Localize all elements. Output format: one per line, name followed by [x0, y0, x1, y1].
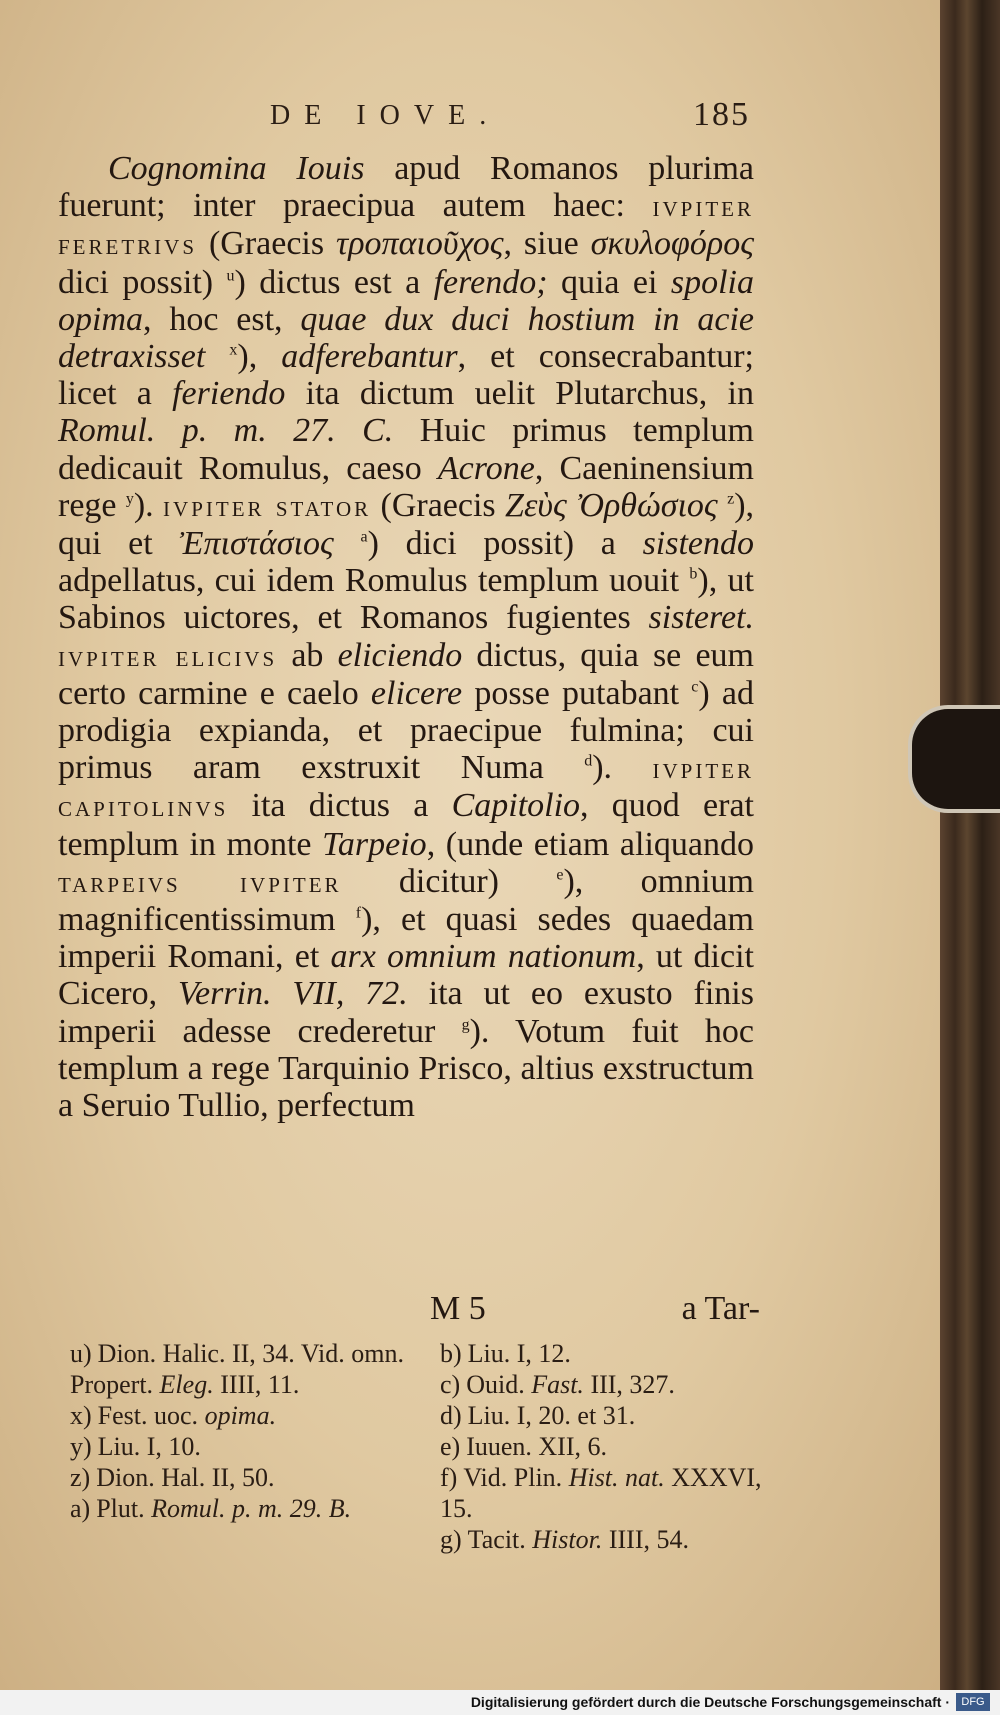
footnote-label: x)	[70, 1401, 92, 1430]
footnote-label: a)	[70, 1494, 91, 1523]
text-run: ita ut eo exusto finis imperii adesse crederetur	[58, 975, 754, 1050]
footnote-label: y)	[70, 1432, 92, 1461]
footnote-text: Hist. nat.	[568, 1463, 665, 1492]
text-run: dictus, quia se eum certo carmine e caelo	[58, 636, 754, 712]
text-run: ab	[277, 636, 338, 674]
text-run: arx omnium nationum	[330, 938, 637, 976]
footnote-text: Liu. I, 10.	[97, 1432, 201, 1461]
footnote-text: Fest. uoc.	[97, 1401, 205, 1430]
footnote-text: Liu. I, 12.	[467, 1339, 571, 1368]
text-run: ferendo;	[433, 263, 548, 301]
text-run: sistendo	[642, 525, 755, 563]
text-run: dici possit)	[58, 263, 227, 301]
text-run: ), omnium magnificentissimum	[58, 862, 755, 939]
footnote-text: Iuuen. XII, 6.	[466, 1432, 607, 1461]
text-run: Acrone	[437, 449, 535, 487]
dfg-logo: DFG	[956, 1693, 990, 1711]
text-run: Cognomina Iouis	[108, 150, 365, 187]
text-run: adpellatus, cui idem Romulus templum uouit	[58, 562, 690, 600]
text-run	[718, 487, 727, 524]
catchword: a Tar-	[681, 1290, 760, 1327]
footnote-label: g)	[440, 1525, 462, 1554]
footnote-text: Fast.	[531, 1370, 584, 1399]
footnote-text: Plut.	[96, 1494, 152, 1523]
text-run: , (unde etiam aliquando	[426, 825, 754, 863]
footnote-label: c)	[440, 1370, 461, 1399]
text-run: ),	[237, 338, 282, 376]
footnote-ref: f	[355, 904, 362, 922]
text-run: ).	[592, 749, 653, 787]
main-paragraph	[58, 150, 754, 1124]
text-run: σκυλοφόρος	[590, 225, 754, 263]
footnote	[440, 1524, 770, 1555]
text-run: Huic primus templum dedicauit Romulus, caeso	[58, 412, 754, 487]
footnote-label: z)	[70, 1463, 91, 1492]
text-run: , hoc est,	[143, 300, 301, 338]
text-run: sisteret.	[648, 599, 754, 637]
text-run: feriendo	[172, 375, 286, 413]
footnote	[440, 1369, 770, 1400]
footnote-text: Ouid.	[466, 1370, 532, 1399]
text-run: Tarpeio	[322, 825, 427, 863]
text-run: spolia opima	[58, 263, 754, 338]
text-run: elicere	[370, 674, 463, 712]
text-run: Verrin. VII, 72.	[178, 975, 408, 1013]
footnote-label: e)	[440, 1432, 461, 1461]
text-run: ), et quasi sedes quaedam imperii Romani, et	[58, 901, 754, 976]
footnote-ref: u	[226, 267, 235, 285]
text-run: , siue	[503, 225, 591, 263]
footnote-text: Dion. Halic. II, 34. Vid. omn. Propert.	[70, 1339, 404, 1399]
footnote-text: Tacit.	[467, 1525, 533, 1554]
footnote	[440, 1338, 770, 1369]
text-run: ) dici possit) a	[367, 525, 643, 563]
footnote	[70, 1338, 430, 1400]
digitization-footer	[0, 1690, 1000, 1715]
footnote-ref: y	[125, 490, 134, 508]
footnote-text: Dion. Hal. II, 50.	[96, 1463, 275, 1492]
footnote-ref: x	[229, 341, 238, 359]
footnote-text: Eleg.	[159, 1370, 214, 1399]
text-run: , et consecrabantur; licet a	[58, 338, 754, 413]
footnotes-left	[70, 1338, 430, 1524]
funding-notice: Digitalisierung gefördert durch die Deutsche Forschungsgemeinschaft ·	[470, 1694, 950, 1710]
text-run: ) ad prodigia expianda, et praecipue fulmina; cui primus aram exstruxit Numa	[58, 674, 754, 787]
footnote-label: f)	[440, 1463, 458, 1492]
text-run: ivpiter stator	[163, 489, 372, 523]
text-run: Ζεὺς Ὀρθώσιος	[505, 486, 718, 524]
text-run: ). Votum fuit hoc templum a rege Tarquinio Prisco, altius exstructum a Seruio Tullio, perfectum	[58, 1012, 754, 1125]
running-title: DE IOVE.	[270, 100, 501, 131]
text-run: dicitur)	[341, 862, 557, 900]
footnotes-right	[440, 1338, 770, 1555]
footnote-ref: z	[727, 490, 735, 508]
footnote-text: IIII, 11.	[213, 1370, 300, 1399]
footnote	[70, 1400, 430, 1431]
text-run: apud Romanos plurima fuerunt; inter praecipua autem haec:	[58, 150, 754, 225]
text-run: quae dux duci hostium in acie detraxisset	[58, 300, 754, 376]
page-number: 185	[693, 96, 750, 133]
footnote-text: Vid. Plin.	[463, 1463, 569, 1492]
footnote-text: IIII, 54.	[602, 1525, 689, 1554]
text-run: Ἐπιστάσιος	[179, 525, 334, 563]
footnote-ref: d	[584, 752, 593, 770]
text-run: quia ei	[547, 263, 671, 301]
running-header	[270, 96, 750, 136]
footnote-ref: c	[691, 678, 699, 696]
footnote-ref: g	[461, 1016, 470, 1034]
text-run: , ut dicit Cicero,	[58, 938, 754, 1013]
signature-line	[430, 1290, 760, 1330]
footnote-ref: e	[556, 866, 564, 884]
text-run: , Caeninensium rege	[58, 449, 754, 524]
footnote-text: XXXVI, 15.	[440, 1463, 762, 1523]
footnote-text: Romul. p. m. 29. B.	[151, 1494, 352, 1523]
text-run: ) dictus est a	[234, 263, 434, 301]
main-text	[58, 150, 754, 1124]
footnote	[440, 1400, 770, 1431]
footnote-text: Liu. I, 20. et 31.	[467, 1401, 636, 1430]
text-run: tarpeivs ivpiter	[58, 865, 342, 899]
book-fore-edge	[940, 0, 1000, 1690]
footnote-ref: b	[689, 565, 698, 583]
footnote-ref: a	[360, 528, 368, 546]
text-run: ivpiter capitolinvs	[58, 752, 754, 824]
text-run: ivpiter feretrivs	[58, 190, 754, 262]
footnote-label: u)	[70, 1339, 92, 1368]
footnote	[70, 1462, 430, 1493]
text-run: ita dictus a	[228, 787, 452, 825]
text-run: ), qui et	[58, 486, 755, 563]
footnote	[440, 1431, 770, 1462]
text-run: adferebantur	[281, 338, 458, 376]
text-run: (Graecis	[371, 486, 506, 524]
book-clasp	[908, 705, 1000, 813]
text-run: eliciendo	[337, 636, 463, 674]
footnote-label: b)	[440, 1339, 462, 1368]
text-run	[334, 525, 361, 562]
signature-mark: M 5	[430, 1290, 486, 1327]
text-run: , quod erat templum in monte	[58, 787, 754, 863]
text-run: (Graecis	[197, 225, 337, 263]
footnote-label: d)	[440, 1401, 462, 1430]
text-run: ita dictum uelit Plutarchus, in	[285, 375, 754, 413]
footnote	[70, 1493, 430, 1524]
footnote	[440, 1462, 770, 1524]
footnote-text: opima.	[204, 1401, 277, 1430]
text-run: Capitolio	[451, 787, 581, 825]
footnote	[70, 1431, 430, 1462]
footnote-text: Histor.	[532, 1525, 603, 1554]
text-run: ), ut Sabinos uictores, et Romanos fugientes	[58, 562, 754, 637]
text-run: ).	[133, 486, 164, 524]
text-run: τροπαιοῦχος	[336, 225, 504, 263]
footnote-text: III, 327.	[583, 1370, 675, 1399]
text-run	[205, 338, 229, 375]
text-run: posse putabant	[462, 674, 692, 712]
text-run: ivpiter elicivs	[58, 639, 278, 673]
text-run: Romul. p. m. 27. C.	[58, 412, 394, 450]
